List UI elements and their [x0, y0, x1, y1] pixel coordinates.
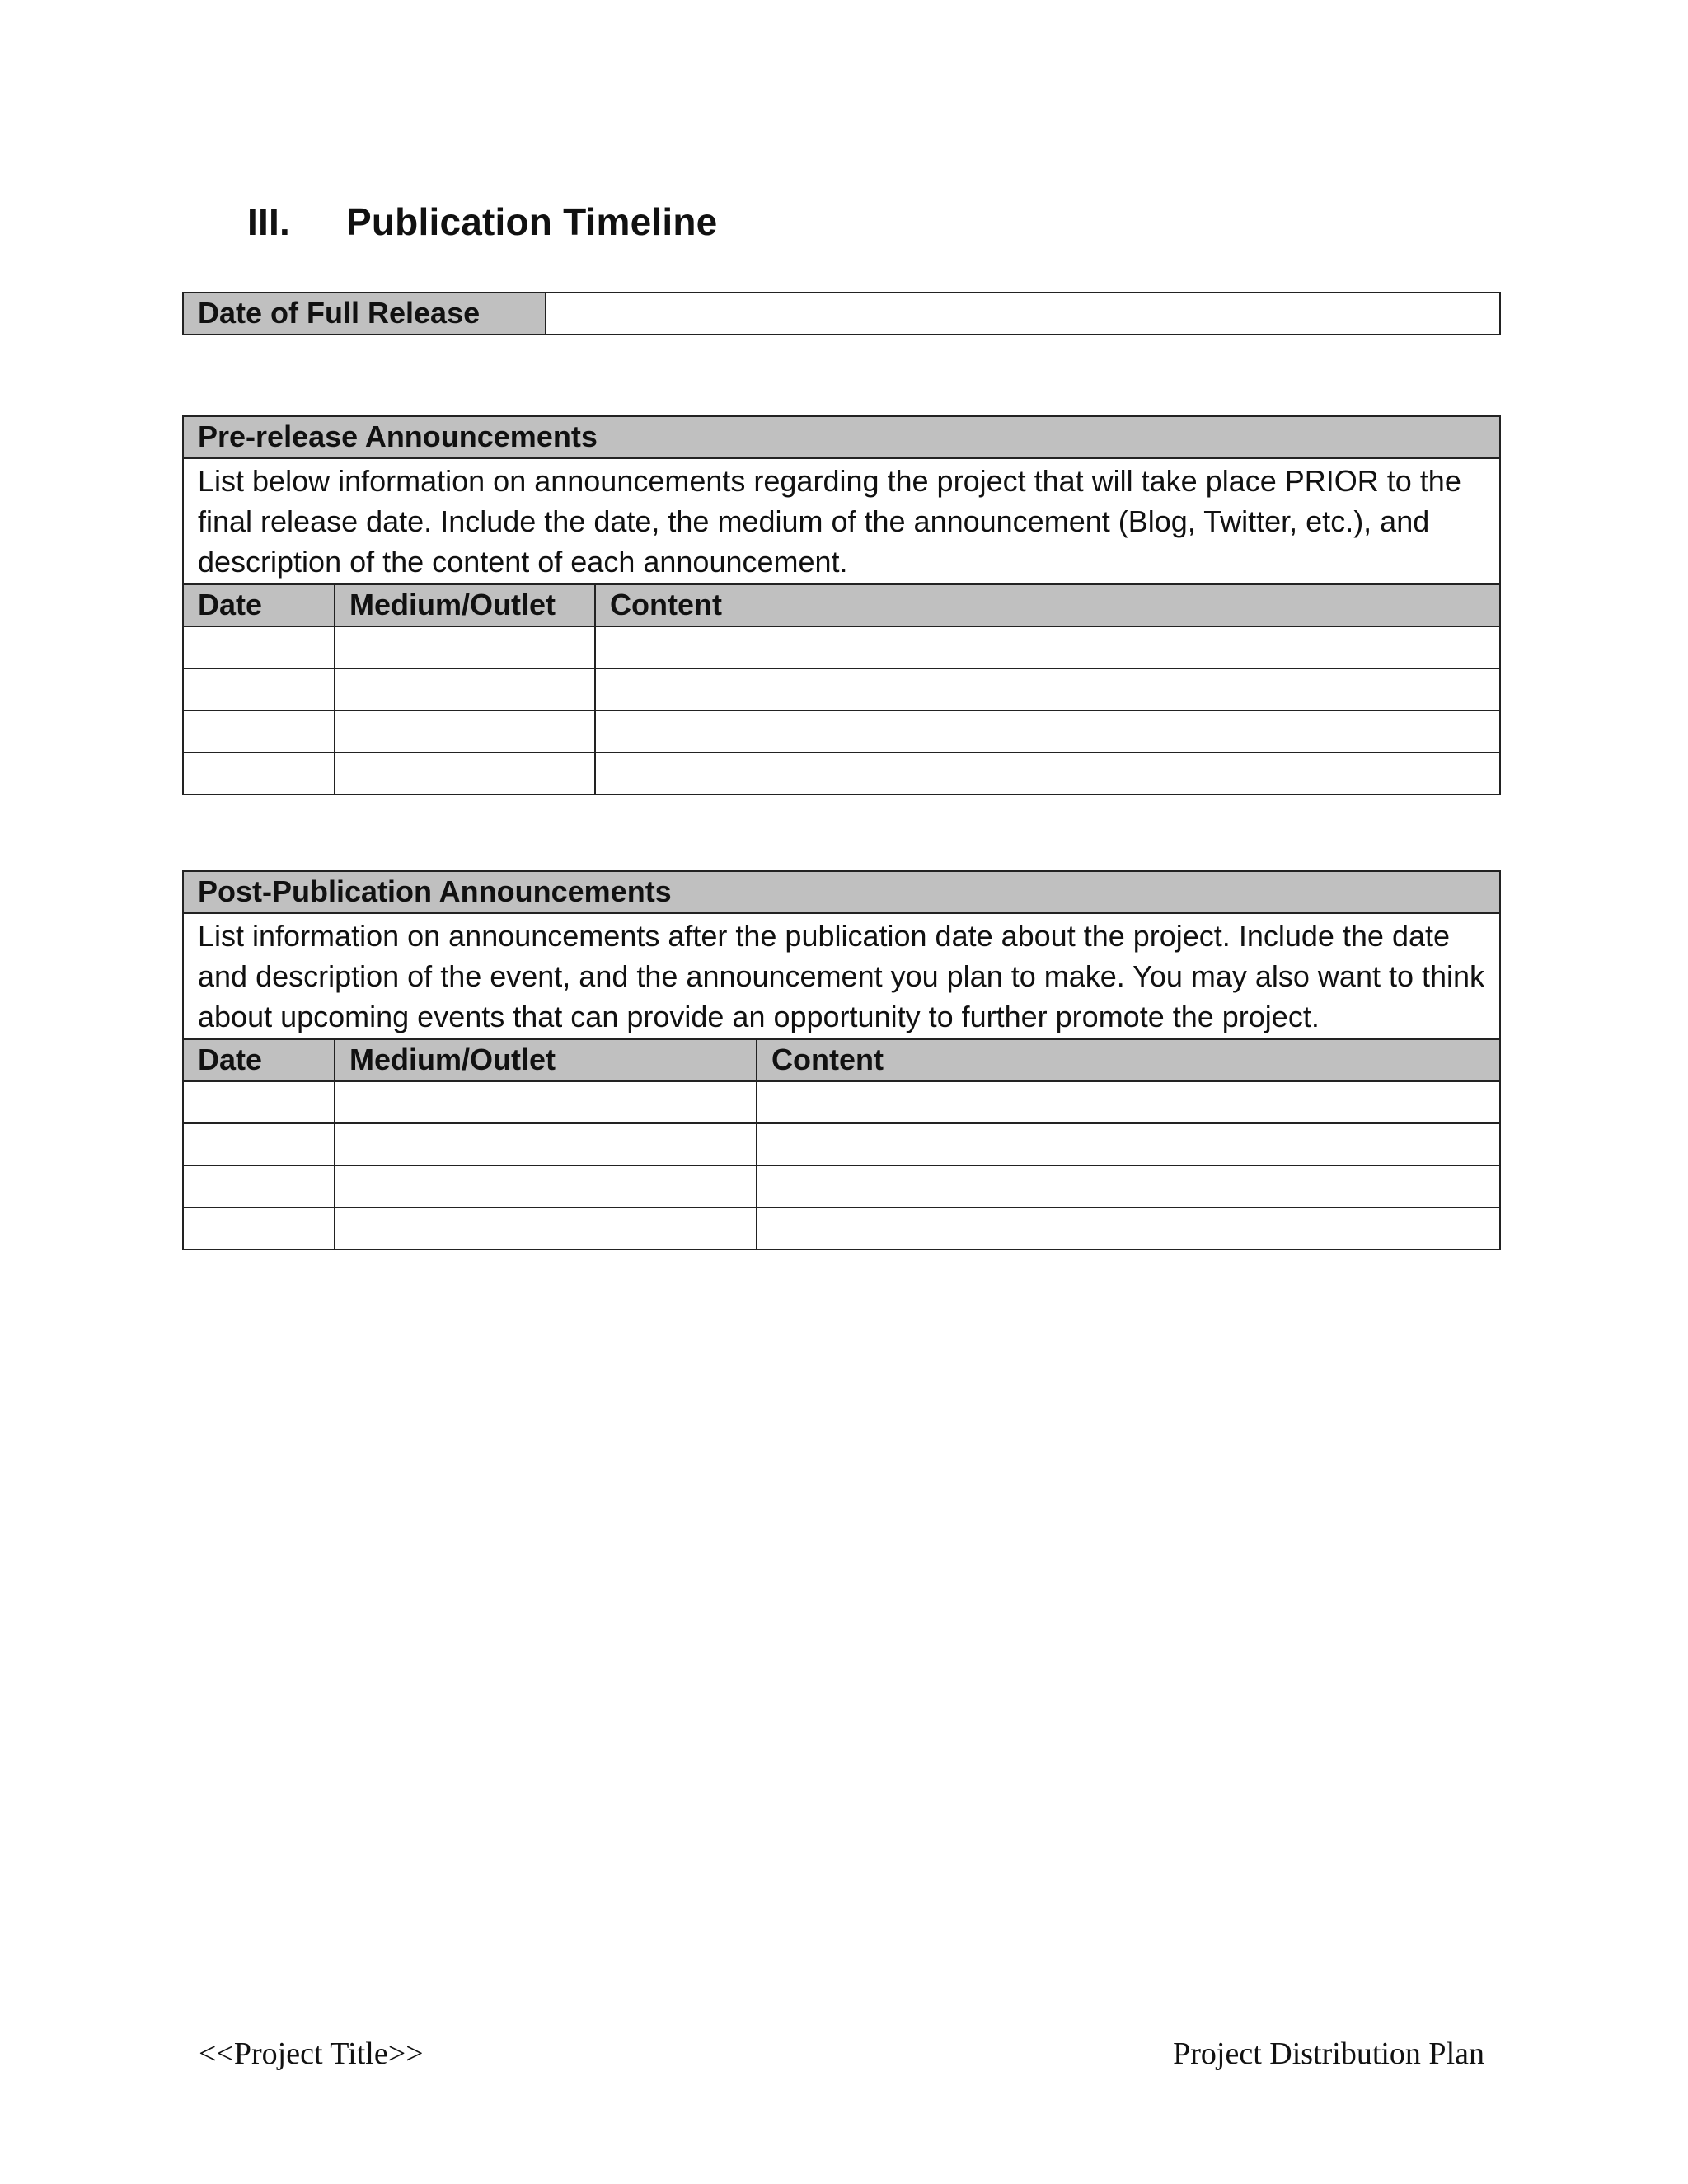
post-publication-description-row [183, 913, 1500, 1039]
post-publication-content-cell[interactable] [757, 1207, 1500, 1249]
section-title: Publication Timeline [346, 200, 718, 243]
pre-release-header-row [183, 584, 1500, 626]
table-row [183, 668, 1500, 710]
post-publication-date-cell[interactable] [183, 1165, 335, 1207]
post-publication-medium-cell[interactable] [335, 1207, 757, 1249]
post-publication-date-cell[interactable] [183, 1081, 335, 1123]
release-date-label: Date of Full Release [183, 293, 546, 335]
pre-release-col-medium: Medium/Outlet [335, 584, 595, 626]
release-date-row [183, 293, 1500, 335]
pre-release-date-cell[interactable] [183, 668, 335, 710]
post-publication-col-date: Date [183, 1039, 335, 1081]
table-row [183, 710, 1500, 752]
pre-release-title-row [183, 416, 1500, 458]
post-publication-col-content: Content [757, 1039, 1500, 1081]
post-publication-content-cell[interactable] [757, 1123, 1500, 1165]
pre-release-medium-cell[interactable] [335, 626, 595, 668]
post-publication-medium-cell[interactable] [335, 1081, 757, 1123]
table-row [183, 626, 1500, 668]
post-publication-col-medium: Medium/Outlet [335, 1039, 757, 1081]
pre-release-table [182, 415, 1501, 795]
post-publication-title-row [183, 871, 1500, 913]
table-row [183, 1123, 1500, 1165]
post-publication-description: List information on announcements after the publication date about the project. Include the date and description of the event, and the announcement you plan to make. You may also want to think about upcoming events that can provide an opportunity to further promote the project. [183, 913, 1500, 1039]
pre-release-medium-cell[interactable] [335, 710, 595, 752]
pre-release-medium-cell[interactable] [335, 752, 595, 794]
section-heading [247, 199, 717, 244]
post-publication-content-cell[interactable] [757, 1081, 1500, 1123]
pre-release-date-cell[interactable] [183, 752, 335, 794]
table-row [183, 1207, 1500, 1249]
pre-release-content-cell[interactable] [595, 710, 1500, 752]
pre-release-content-cell[interactable] [595, 668, 1500, 710]
pre-release-content-cell[interactable] [595, 752, 1500, 794]
pre-release-title: Pre-release Announcements [183, 416, 1500, 458]
pre-release-date-cell[interactable] [183, 710, 335, 752]
pre-release-medium-cell[interactable] [335, 668, 595, 710]
section-numeral: III. [247, 200, 290, 243]
release-date-field[interactable] [546, 293, 1500, 335]
release-date-table [182, 292, 1501, 335]
footer-document-name: Project Distribution Plan [1173, 2036, 1484, 2071]
table-row [183, 1165, 1500, 1207]
post-publication-table [182, 870, 1501, 1250]
pre-release-col-content: Content [595, 584, 1500, 626]
post-publication-date-cell[interactable] [183, 1123, 335, 1165]
footer-project-title: <<Project Title>> [199, 2036, 424, 2071]
pre-release-col-date: Date [183, 584, 335, 626]
post-publication-medium-cell[interactable] [335, 1123, 757, 1165]
table-row [183, 752, 1500, 794]
table-row [183, 1081, 1500, 1123]
pre-release-description: List below information on announcements regarding the project that will take place PRIOR to the final release date. Include the date, the medium of the announcement (Blog, Twitter, etc.), and description of the content of each announcement. [183, 458, 1500, 584]
post-publication-medium-cell[interactable] [335, 1165, 757, 1207]
pre-release-date-cell[interactable] [183, 626, 335, 668]
pre-release-content-cell[interactable] [595, 626, 1500, 668]
post-publication-date-cell[interactable] [183, 1207, 335, 1249]
post-publication-content-cell[interactable] [757, 1165, 1500, 1207]
pre-release-description-row [183, 458, 1500, 584]
post-publication-title: Post-Publication Announcements [183, 871, 1500, 913]
post-publication-header-row [183, 1039, 1500, 1081]
